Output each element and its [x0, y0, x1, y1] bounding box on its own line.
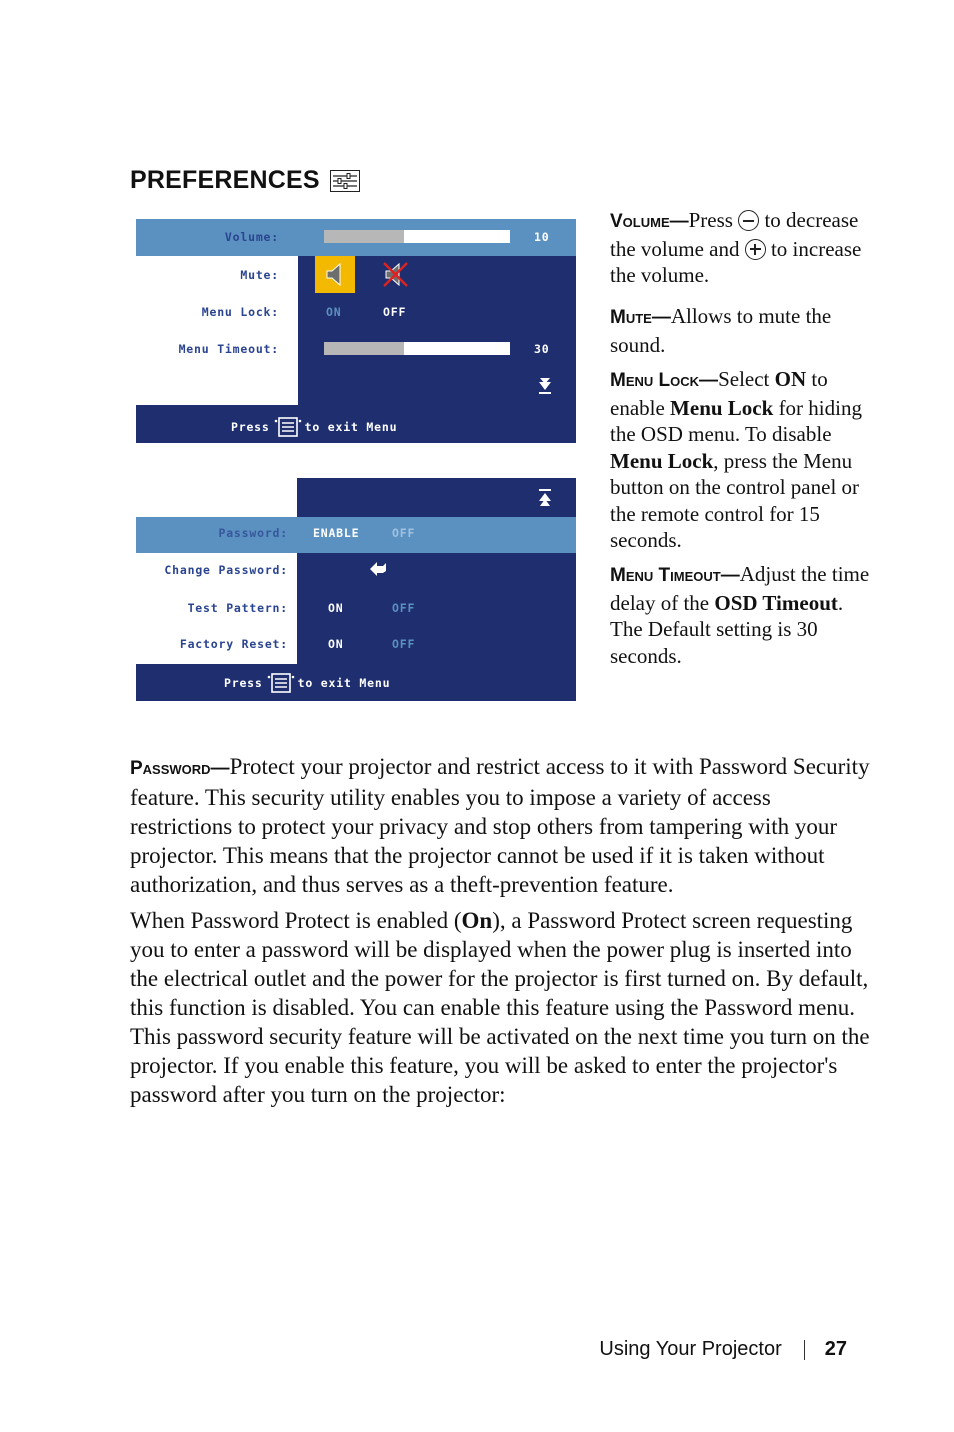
- factory-reset-on-option[interactable]: ON: [328, 637, 344, 651]
- volume-slider-fill: [324, 230, 404, 243]
- footer-divider: [804, 1340, 805, 1360]
- plus-button-icon: [745, 239, 766, 260]
- speaker-on-icon[interactable]: [315, 256, 355, 293]
- preferences-sliders-icon: [330, 170, 360, 192]
- osd-row-password[interactable]: [136, 517, 576, 553]
- password-label: Password:: [218, 526, 288, 540]
- menu-button-icon: [274, 417, 302, 437]
- menu-timeout-value: 30: [534, 342, 550, 356]
- osd-row-factory-reset[interactable]: [136, 627, 576, 664]
- osd-row-test-pattern[interactable]: [136, 590, 576, 627]
- menu-timeout-slider-fill: [324, 342, 404, 355]
- osd-footer-exit: to exit Menu: [304, 420, 398, 434]
- osd-row-mute[interactable]: [136, 256, 576, 293]
- menu-lock-label: Menu Lock:: [201, 305, 279, 319]
- osd-row-volume[interactable]: [136, 219, 576, 256]
- section-heading: [130, 166, 360, 195]
- footer-section-title: Using Your Projector: [599, 1338, 782, 1360]
- password-off-option[interactable]: OFF: [392, 526, 416, 540]
- menu-timeout-term: Menu Timeout—: [610, 565, 740, 586]
- osd-preferences-page-1: [136, 219, 576, 443]
- page-down-arrow-icon[interactable]: [537, 376, 553, 396]
- test-pattern-on-option[interactable]: ON: [328, 601, 344, 615]
- menu-timeout-label: Menu Timeout:: [178, 342, 279, 356]
- change-password-label: Change Password:: [164, 563, 288, 577]
- password-enable-option[interactable]: ENABLE: [313, 526, 360, 540]
- menu-lock-description: Menu Lock—Select ON to enable Menu Lock for hiding the OSD menu. To disable Menu Lock, press the Menu button on the control panel or the remote control for 15 seconds.: [610, 367, 862, 552]
- test-pattern-off-option[interactable]: OFF: [392, 601, 416, 615]
- volume-description: Volume—Press to decrease the volume and to increase the volume.: [610, 208, 862, 287]
- volume-slider[interactable]: [324, 230, 510, 243]
- password-paragraph: Password—Protect your projector and restrict access to it with Password Security feature. This security utility enables you to impose a variety of access restrictions to protect your privacy and stop others from tampering with your projector. This means that the projector cannot be used if it is taken without authorization, and thus serves as a theft-prevention feature.: [130, 754, 870, 897]
- menu-timeout-description: Menu Timeout—Adjust the time delay of the OSD Timeout. The Default setting is 30 seconds.: [610, 562, 870, 668]
- menu-timeout-slider[interactable]: [324, 342, 510, 355]
- mute-term: Mute—: [610, 307, 671, 328]
- factory-reset-off-option[interactable]: OFF: [392, 637, 416, 651]
- osd-footer-press: Press: [224, 676, 263, 690]
- osd-preferences-page-2: [136, 478, 576, 701]
- page-number: 27: [824, 1338, 847, 1360]
- menu-lock-on-option[interactable]: ON: [326, 305, 342, 319]
- page-up-arrow-icon[interactable]: [537, 488, 553, 508]
- menu-lock-term: Menu Lock—: [610, 370, 719, 391]
- volume-label: Volume:: [224, 230, 279, 244]
- minus-button-icon: [738, 210, 759, 231]
- osd-footer: [136, 664, 576, 701]
- volume-value: 10: [534, 230, 550, 244]
- osd-footer: [136, 405, 576, 443]
- osd-footer-press: Press: [231, 420, 270, 434]
- menu-lock-off-option[interactable]: OFF: [383, 305, 407, 319]
- test-pattern-label: Test Pattern:: [187, 601, 288, 615]
- factory-reset-label: Factory Reset:: [179, 637, 288, 651]
- volume-term: Volume—: [610, 211, 689, 232]
- speaker-muted-icon[interactable]: [378, 256, 414, 293]
- password-protect-paragraph: When Password Protect is enabled (On), a Password Protect screen requesting you to enter a password will be displayed when the power plug is inserted into the electrical outlet and the power for the projector is first turned on. By default, this function is disabled. You can enable this feature using the Password menu. This password security feature will be activated on the next time you turn on the projector. If you enable this feature, you will be asked to enter the projector's password after you turn on the projector:: [130, 908, 870, 1107]
- osd-footer-exit: to exit Menu: [297, 676, 391, 690]
- mute-label: Mute:: [240, 268, 279, 282]
- osd-row-menu-lock[interactable]: [136, 293, 576, 330]
- enter-return-arrow-icon[interactable]: [366, 559, 388, 579]
- mute-description: Mute—Allows to mute the sound.: [610, 304, 832, 357]
- password-term: Password—: [130, 758, 230, 779]
- osd-row-change-password[interactable]: [136, 553, 576, 590]
- osd-row-menu-timeout[interactable]: [136, 330, 576, 367]
- menu-button-icon: [267, 673, 295, 693]
- section-title: PREFERENCES: [130, 166, 320, 194]
- page-footer: [599, 1338, 847, 1361]
